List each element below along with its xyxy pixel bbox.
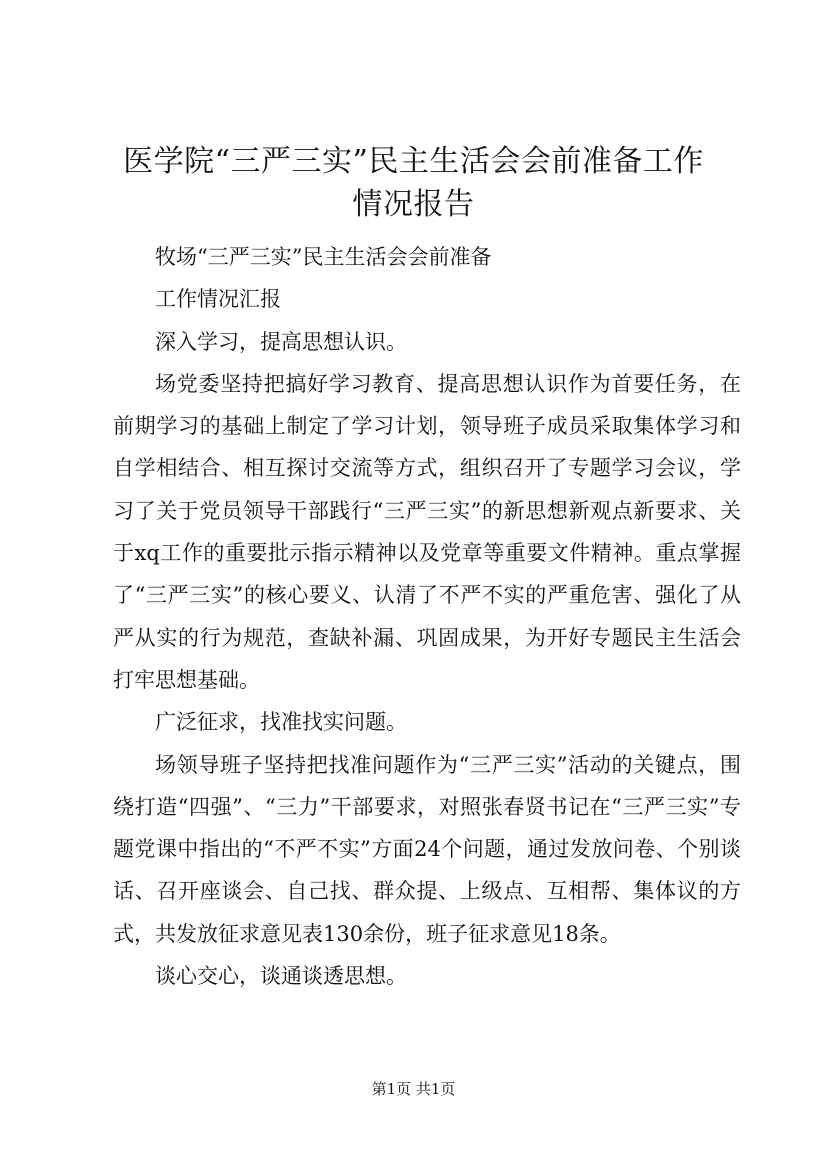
document-title-line-2: 情况报告 — [352, 187, 475, 222]
page-footer: 第1页 共1页 — [371, 1080, 456, 1098]
paragraph-heading-farm: 牧场“三严三实”民主生活会会前准备 — [155, 245, 492, 269]
section-heading-solicit: 广泛征求，找准找实问题。 — [155, 710, 407, 735]
section-heading-talk: 谈心交心，谈通谈透思想。 — [155, 964, 407, 989]
document-title — [90, 140, 737, 226]
paragraph-solicit: 场领导班子坚持把找准问题作为“三严三实”活动的关键点，围绕打造“四强”、“三力”干部要求，对照张春贤书记在“三严三实”专题党课中指出的“不严不实”方面24个问题，通过发放问卷、个别谈话、召开座谈会、自己找、群众提、上级点、互相帮、集体议的方式，共发放征求意见表130余份，班子征求意见18条。 — [113, 752, 741, 946]
document-title-line-1: 医学院“三严三实”民主生活会会前准备工作 — [123, 144, 704, 179]
paragraph-heading-report: 工作情况汇报 — [155, 287, 281, 312]
paragraph-study: 场党委坚持把搞好学习教育、提高思想认识作为首要任务，在前期学习的基础上制定了学习计划，领导班子成员采取集体学习和自学相结合、相互探讨交流等方式，组织召开了专题学习会议，学习了关于党员领导干部践行“三严三实”的新思想新观点新要求、关于xq工作的重要批示指示精神以及党章等重要文件精神。重点掌握了“三严三实”的核心要义、认清了不严不实的严重危害、强化了从严从实的行为规范，查缺补漏、巩固成果，为开好专题民主生活会打牢思想基础。 — [113, 371, 741, 692]
document-body — [113, 236, 741, 997]
section-heading-study: 深入学习，提高思想认识。 — [155, 329, 407, 354]
